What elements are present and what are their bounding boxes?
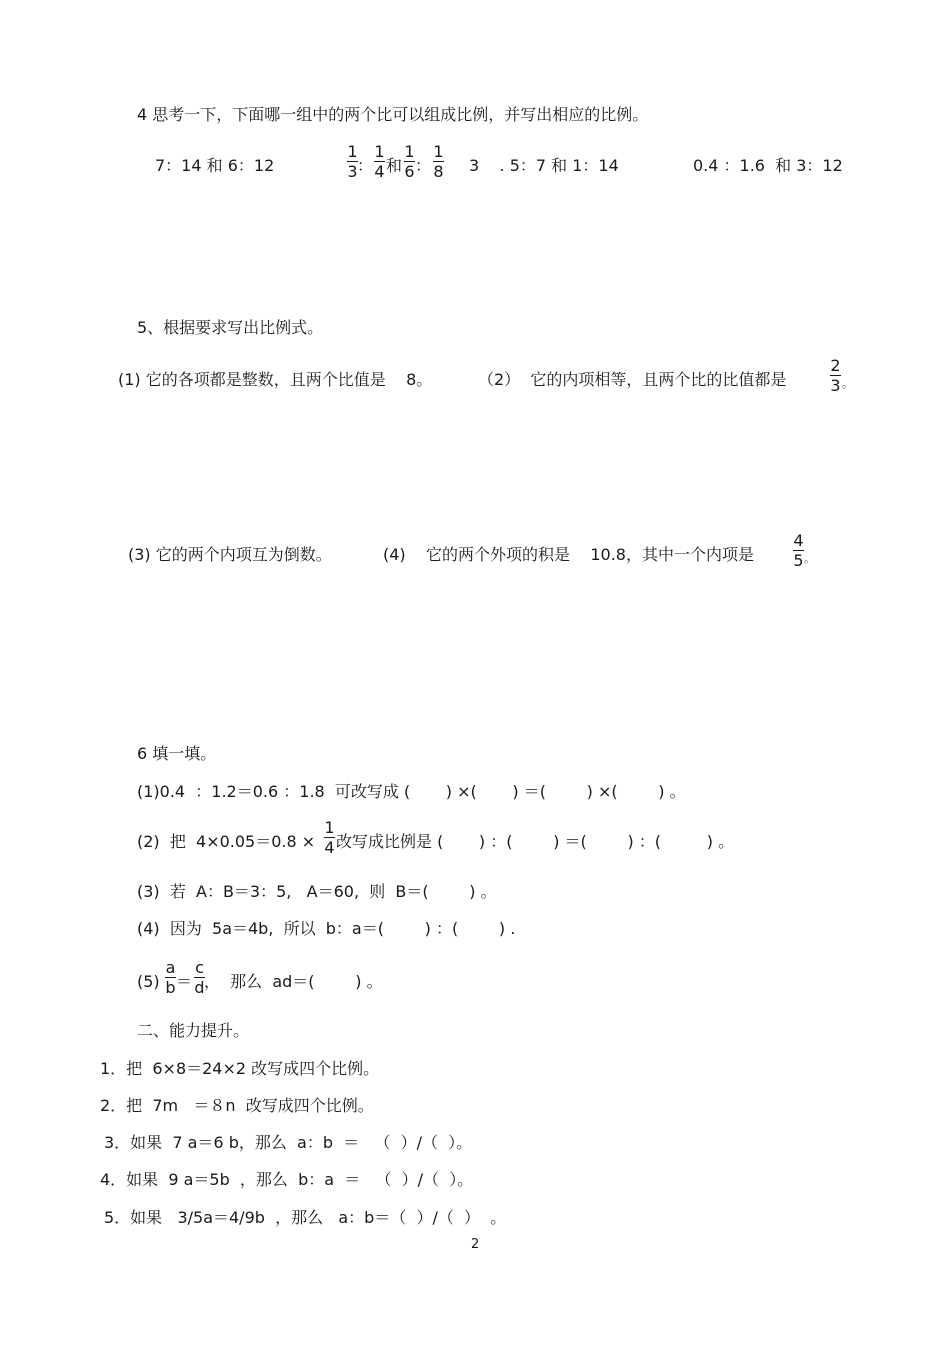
colon: ： [415, 156, 432, 175]
q6-item-5: ， 那么 ad＝( ) 。 [204, 972, 383, 991]
fraction: 4 5 [793, 531, 804, 570]
q5-part-2: （2） 它的内项相等，且两个比的比值都是 [478, 370, 787, 389]
fraction: a b [165, 958, 176, 997]
fraction: 1 4 [324, 818, 335, 857]
q6-item-2a: (2) 把 4×0.05＝0.8 × [137, 832, 316, 851]
fraction: 1 4 [374, 142, 385, 181]
q4-option-4: 0.4 ：1.6 和 3：12 [693, 156, 843, 175]
fraction: 2 3 [830, 356, 841, 395]
fraction: c d [194, 958, 205, 997]
q5-part-3: (3) 它的两个内项互为倒数。 [128, 545, 332, 564]
and-word: 和 [386, 156, 403, 175]
q4-option-3: 3 . 5：7 和 1：14 [469, 156, 619, 175]
q4-title: 4 思考一下，下面哪一组中的两个比可以组成比例，并写出相应的比例。 [137, 105, 649, 124]
section-2-title: 二、能力提升。 [137, 1021, 250, 1040]
period: 。 [804, 552, 815, 565]
q4-option-1: 7：14 和 6：12 [155, 156, 275, 175]
q6-title: 6 填一填。 [137, 744, 217, 763]
q5-title: 5、根据要求写出比例式。 [137, 318, 324, 337]
q6-item-4: (4) 因为 5a＝4b, 所以 b：a＝( ) ：( ) . [137, 919, 516, 938]
fraction: 1 8 [433, 142, 444, 181]
equals: ＝ [176, 972, 193, 991]
sec2-item-1: 1．把 6×8＝24×2 改写成四个比例。 [100, 1059, 380, 1078]
q6-item-5-label: (5) [137, 972, 160, 991]
q6-item-3: (3) 若 A：B＝3：5, A＝60, 则 B＝( ) 。 [137, 882, 497, 901]
page-number: 2 [471, 1237, 480, 1252]
sec2-item-5: 5．如果 3/5a＝4/9b ，那么 a：b＝（ ）/（ ） 。 [104, 1208, 507, 1227]
period: 。 [842, 377, 853, 390]
sec2-item-2: 2．把 7m ＝８n 改写成四个比例。 [100, 1096, 374, 1115]
fraction: 1 3 [347, 142, 358, 181]
q5-part-1: (1) 它的各项都是整数，且两个比值是 8。 [118, 370, 433, 389]
colon: ： [357, 156, 374, 175]
sec2-item-4: 4．如果 9 a＝5b ，那么 b：a ＝ （ ）/（ ）。 [100, 1170, 474, 1189]
q6-item-1: (1)0.4 ：1.2＝0.6 ：1.8 可改写成 ( ) ×( ) ＝( ) ×( ) 。 [137, 782, 686, 801]
fraction: 1 6 [404, 142, 415, 181]
q6-item-2b: 改写成比例是 ( ) ：( ) ＝( ) ：( ) 。 [336, 832, 735, 851]
q5-part-4: (4) 它的两个外项的积是 10.8，其中一个内项是 [383, 545, 754, 564]
sec2-item-3: 3．如果 7 a＝6 b，那么 a：b ＝ （ ）/（ ）。 [104, 1133, 473, 1152]
